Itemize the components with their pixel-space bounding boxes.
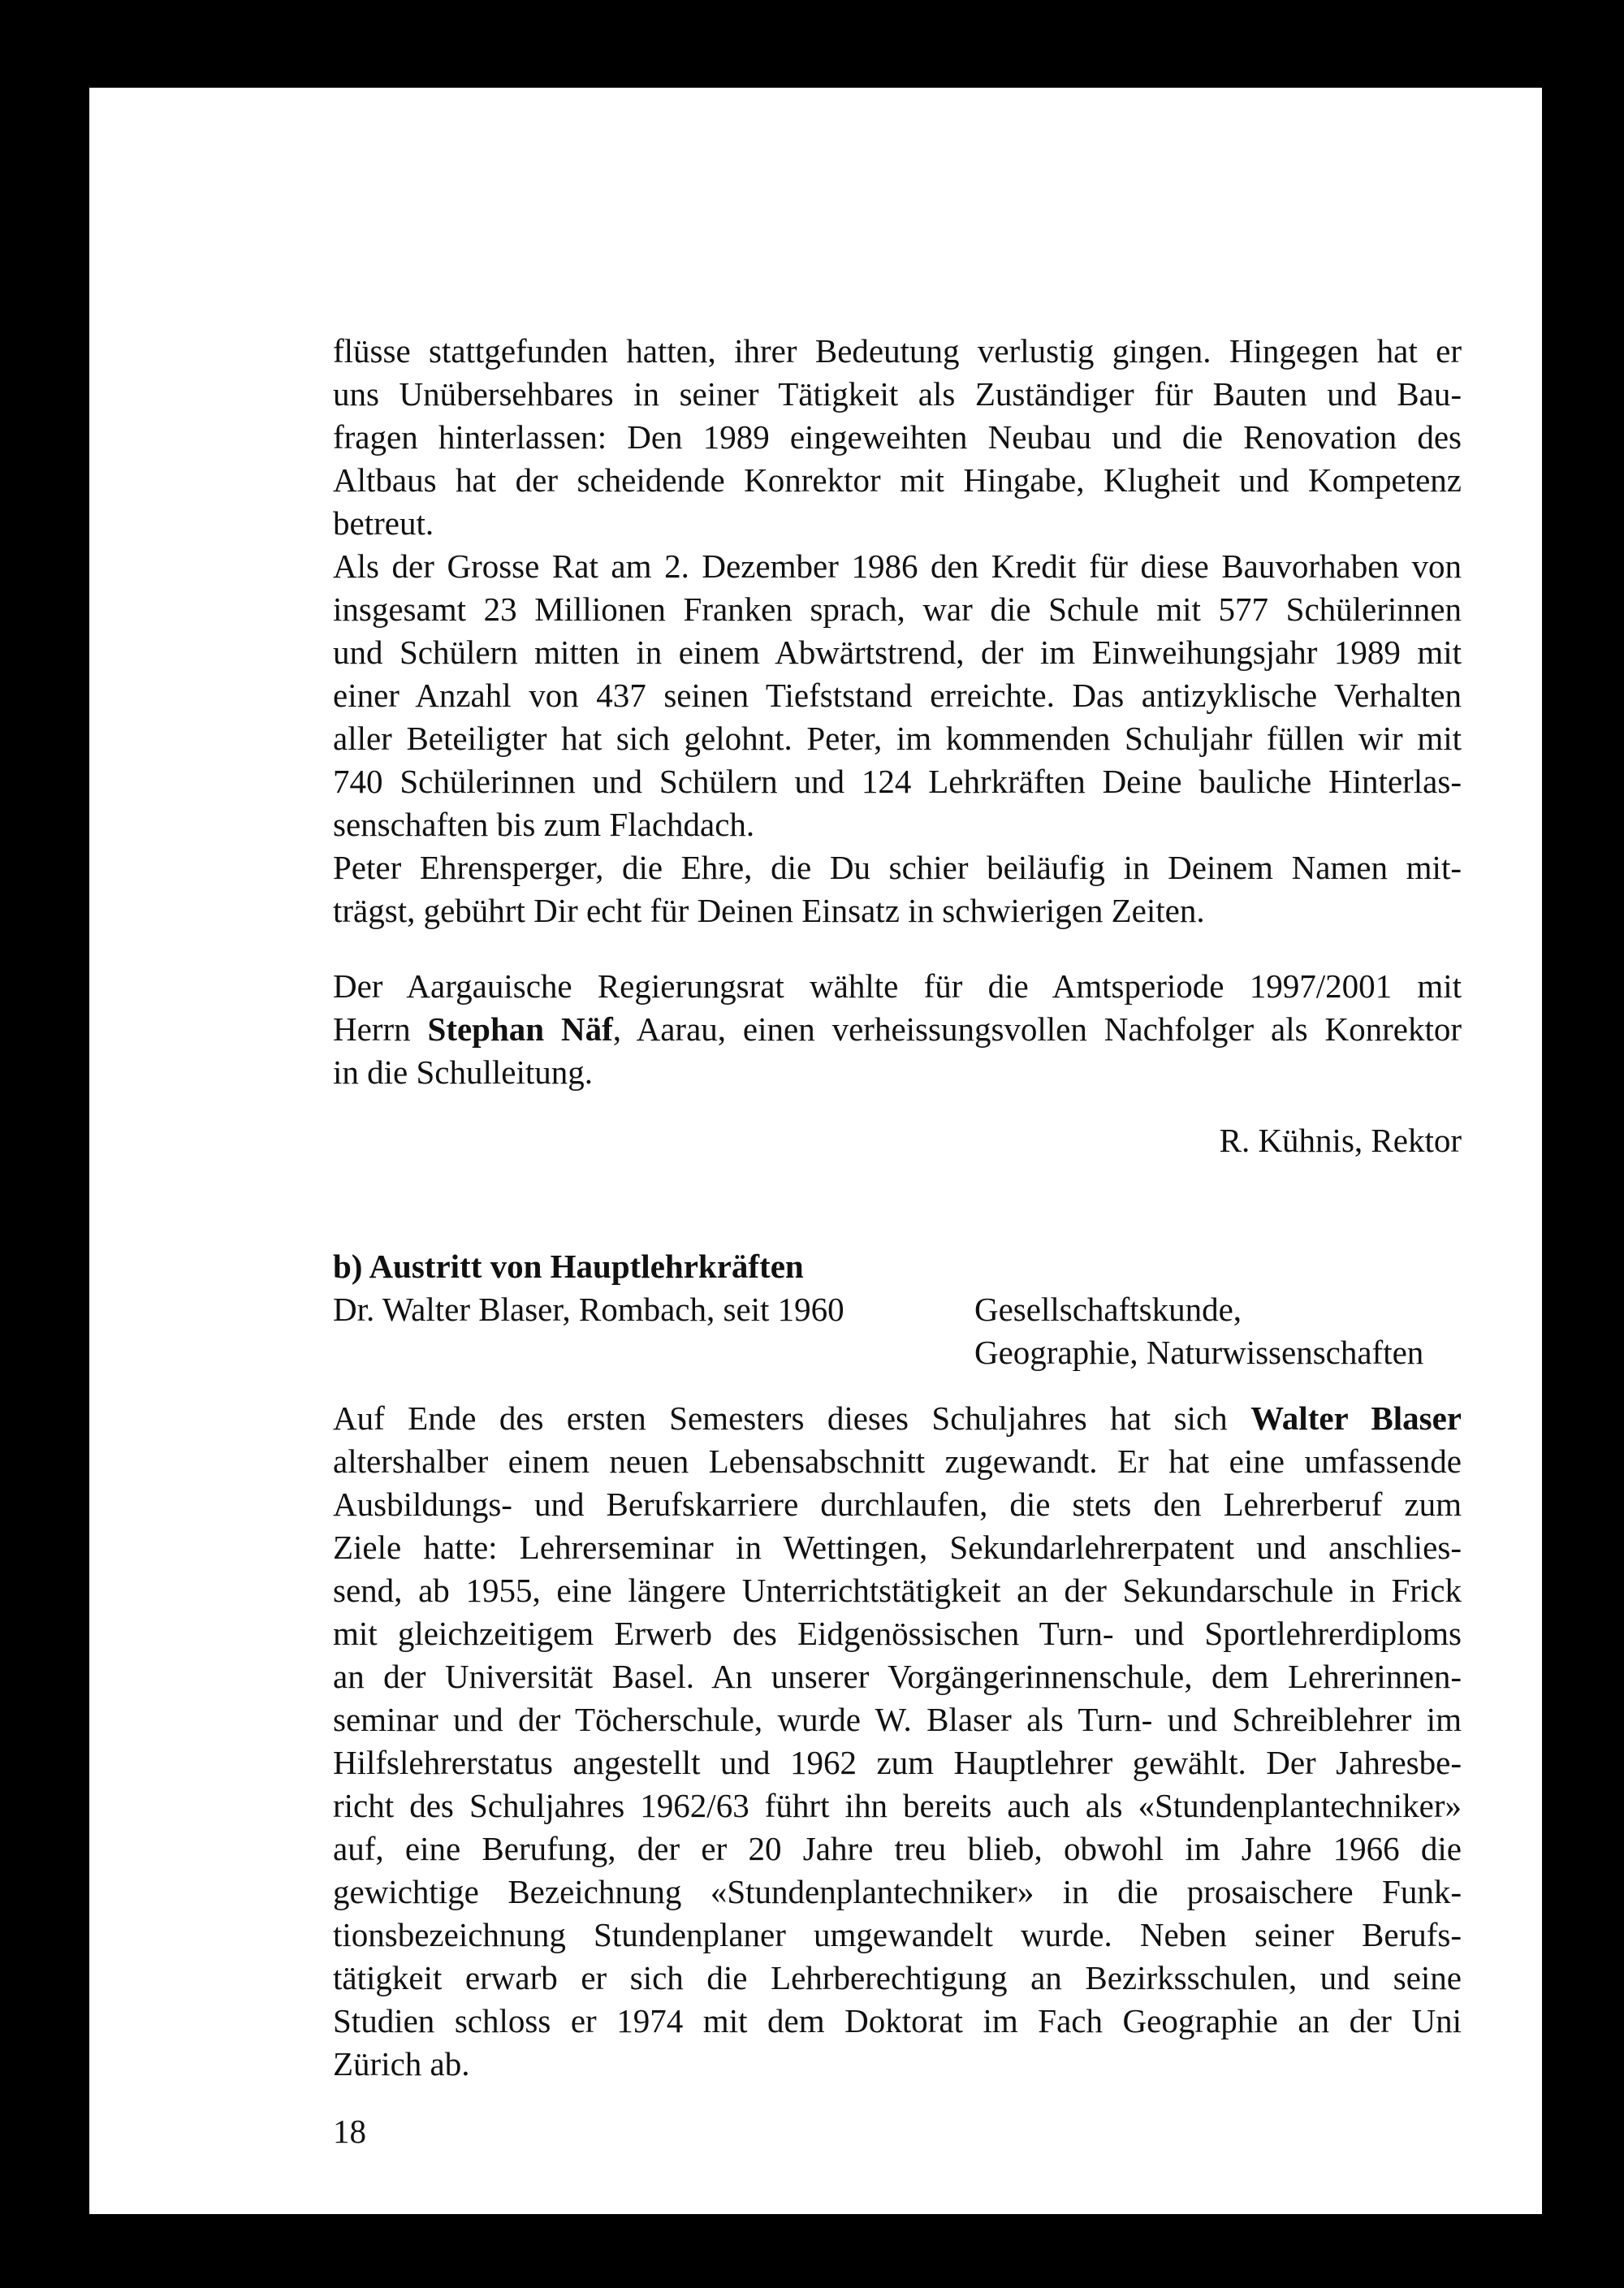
signature: R. Kühnis, Rektor bbox=[1219, 1122, 1462, 1159]
text-line: 740 Schülerinnen und Schülern und 124 Lehrkräften Deine bauliche Hinterlas- bbox=[333, 763, 1462, 800]
text-line: seminar und der Töcherschule, wurde W. Blaser als Turn- und Schreiblehrer im bbox=[333, 1701, 1462, 1738]
text-run: , Aarau, einen verheissungsvollen Nachfolger als Konrektor bbox=[612, 1010, 1462, 1048]
text-line: einer Anzahl von 437 seinen Tiefststand erreichte. Das antizyklische Verhalten bbox=[333, 677, 1462, 714]
text-line: insgesamt 23 Millionen Franken sprach, war die Schule mit 577 Schülerinnen bbox=[333, 590, 1462, 628]
text-line: tionsbezeichnung Stundenplaner umgewandelt wurde. Neben seiner Berufs- bbox=[333, 1916, 1462, 1953]
section-heading: b) Austritt von Hauptlehrkräften bbox=[333, 1248, 804, 1285]
text-line: senschaften bis zum Flachdach. bbox=[333, 806, 755, 843]
text-line: betreut. bbox=[333, 504, 434, 542]
text-line: auf, eine Berufung, der er 20 Jahre treu blieb, obwohl im Jahre 1966 die bbox=[333, 1830, 1462, 1867]
text-line bbox=[333, 1397, 1462, 1440]
text-line: und Schülern mitten in einem Abwärtstrend, der im Einweihungsjahr 1989 mit bbox=[333, 634, 1462, 671]
blaser-paragraph bbox=[333, 1397, 1462, 2086]
text-line: trägst, gebührt Dir echt für Deinen Einsatz in schwierigen Zeiten. bbox=[333, 892, 1205, 929]
person-name: Walter Blaser bbox=[1250, 1399, 1462, 1437]
staff-subjects bbox=[974, 1288, 1470, 1374]
text-line: an der Universität Basel. An unserer Vorgängerinnenschule, dem Lehrerinnen- bbox=[333, 1658, 1462, 1695]
text-line: altershalber einem neuen Lebensabschnitt zugewandt. Er hat eine umfassende bbox=[333, 1442, 1462, 1480]
text-line: in die Schulleitung. bbox=[333, 1053, 593, 1091]
text-line: Zürich ab. bbox=[333, 2045, 470, 2083]
text-line: Hilfslehrerstatus angestellt und 1962 zum Hauptlehrer gewählt. Der Jahresbe- bbox=[333, 1744, 1462, 1781]
text-line: uns Unübersehbares in seiner Tätigkeit als Zuständiger für Bauten und Bau- bbox=[333, 375, 1462, 413]
text-run: Herrn bbox=[333, 1010, 428, 1048]
text-line: Studien schloss er 1974 mit dem Doktorat im Fach Geographie an der Uni bbox=[333, 2002, 1462, 2039]
text-line: Ziele hatte: Lehrerseminar in Wettingen, Sekundarlehrerpatent und anschlies- bbox=[333, 1529, 1462, 1566]
text-run: Auf Ende des ersten Semesters dieses Schuljahres hat sich bbox=[333, 1399, 1251, 1437]
text-line: Altbaus hat der scheidende Konrektor mit Hingabe, Klugheit und Kompetenz bbox=[333, 461, 1462, 499]
intro-paragraph bbox=[333, 330, 1462, 932]
text-line: send, ab 1955, eine längere Unterrichtstätigkeit an der Sekundarschule in Frick bbox=[333, 1572, 1462, 1609]
document-page bbox=[89, 88, 1542, 2214]
text-line: fragen hinterlassen: Den 1989 eingeweihten Neubau und die Renovation des bbox=[333, 418, 1462, 456]
text-line: Peter Ehrensperger, die Ehre, die Du schier beiläufig in Deinem Namen mit- bbox=[333, 849, 1462, 886]
text-line: Als der Grosse Rat am 2. Dezember 1986 den Kredit für diese Bauvorhaben von bbox=[333, 547, 1462, 585]
text-line: aller Beteiligter hat sich gelohnt. Peter, im kommenden Schuljahr füllen wir mit bbox=[333, 720, 1462, 757]
text-line: tätigkeit erwarb er sich die Lehrberechtigung an Bezirksschulen, und seine bbox=[333, 1959, 1462, 1996]
successor-name: Stephan Näf bbox=[427, 1010, 613, 1048]
staff-name: Dr. Walter Blaser, Rombach, seit 1960 bbox=[333, 1291, 844, 1328]
text-line: richt des Schuljahres 1962/63 führt ihn bereits auch als «Stundenplantechniker» bbox=[333, 1787, 1462, 1824]
subjects-line: Geographie, Naturwissenschaften bbox=[974, 1334, 1424, 1371]
text-line: gewichtige Bezeichnung «Stundenplantechniker» in die prosaischere Funk- bbox=[333, 1873, 1462, 1910]
text-line: mit gleichzeitigem Erwerb des Eidgenössischen Turn- und Sportlehrerdiploms bbox=[333, 1615, 1462, 1652]
page-number: 18 bbox=[333, 2113, 366, 2150]
successor-paragraph bbox=[333, 965, 1462, 1094]
text-line: Ausbildungs- und Berufskarriere durchlaufen, die stets den Lehrerberuf zum bbox=[333, 1486, 1462, 1523]
text-line: Der Aargauische Regierungsrat wählte für die Amtsperiode 1997/2001 mit bbox=[333, 967, 1462, 1005]
subjects-line: Gesellschaftskunde, bbox=[974, 1291, 1242, 1328]
text-line: flüsse stattgefunden hatten, ihrer Bedeutung verlustig gingen. Hingegen hat er bbox=[333, 332, 1462, 370]
text-line bbox=[333, 1008, 1462, 1051]
